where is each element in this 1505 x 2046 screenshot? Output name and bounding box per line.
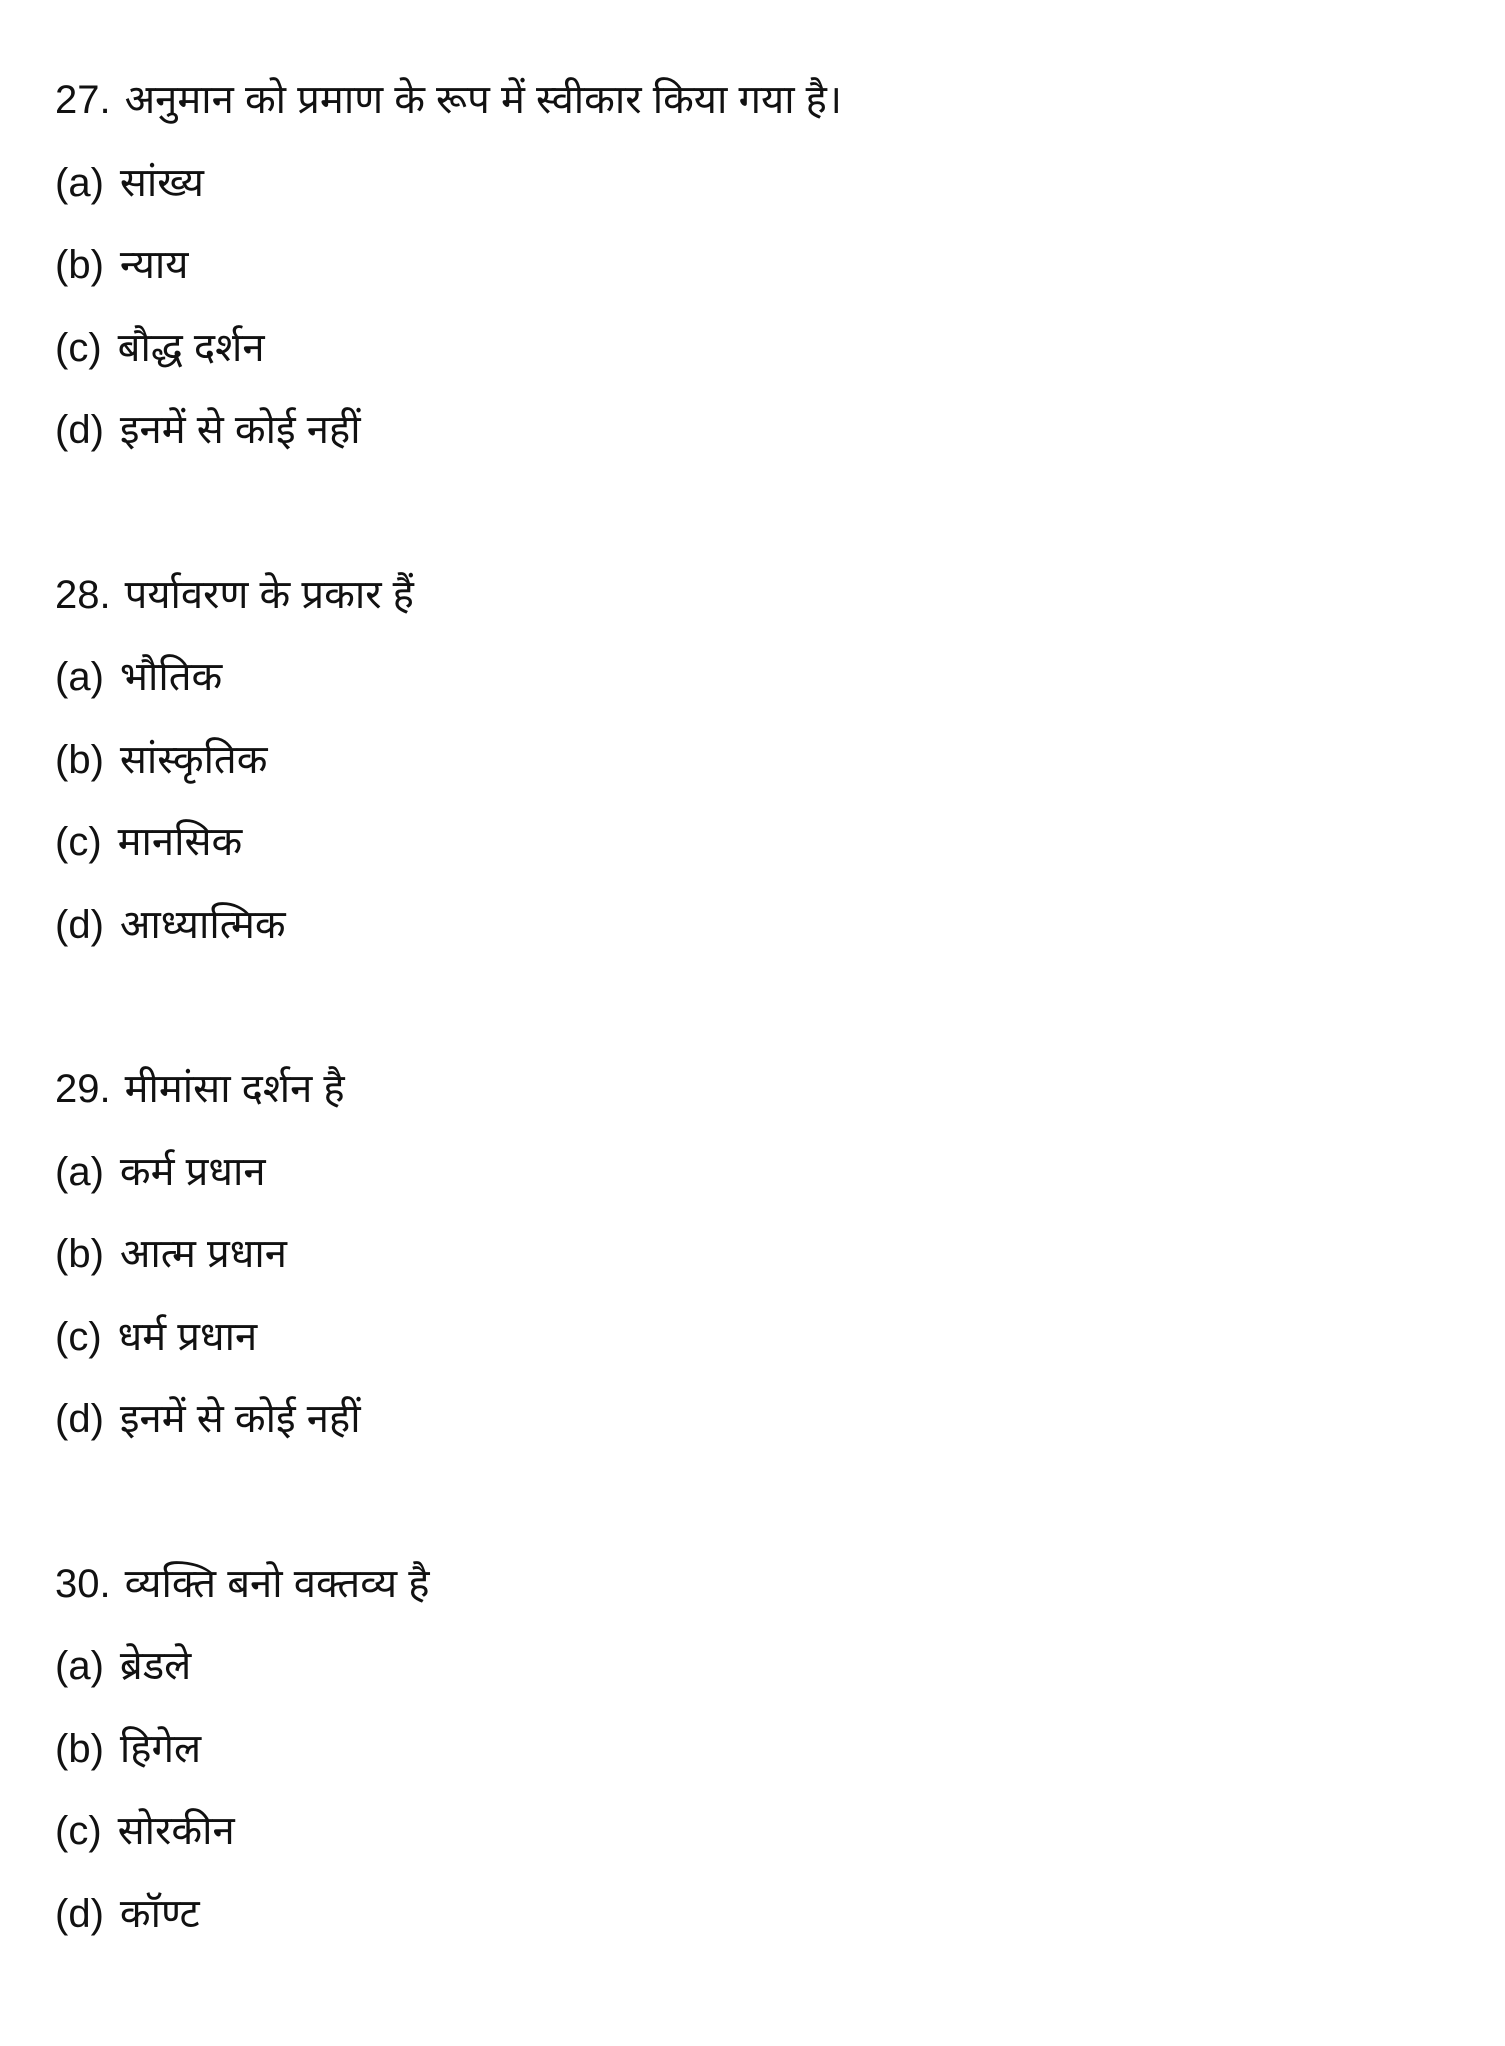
option-label: (a) xyxy=(55,1644,104,1688)
option-label: (c) xyxy=(55,325,102,370)
option-label: (b) xyxy=(55,243,104,287)
option-c xyxy=(55,1305,842,1388)
question-number: 27. xyxy=(55,78,111,122)
question-text: मीमांसा दर्शन है xyxy=(124,1067,345,1111)
option-a xyxy=(55,645,842,728)
option-label: (d) xyxy=(55,1397,104,1441)
option-a xyxy=(55,1140,842,1223)
option-text: इनमें से कोई नहीं xyxy=(119,1397,361,1441)
option-text: हिगेल xyxy=(119,1726,202,1771)
option-b xyxy=(55,233,842,316)
option-text: इनमें से कोई नहीं xyxy=(119,408,361,452)
question-line xyxy=(55,1552,842,1635)
question-28 xyxy=(55,563,842,976)
option-label: (d) xyxy=(55,408,104,452)
option-text: कॉण्ट xyxy=(119,1891,200,1936)
option-text: आत्म प्रधान xyxy=(119,1232,287,1276)
option-b xyxy=(55,1222,842,1305)
option-c xyxy=(55,1799,842,1882)
option-label: (d) xyxy=(55,902,104,947)
question-29 xyxy=(55,1057,842,1470)
question-line xyxy=(55,1057,842,1140)
option-label: (a) xyxy=(55,160,104,205)
option-text: सांस्कृतिक xyxy=(119,737,268,782)
option-label: (c) xyxy=(55,1314,102,1359)
option-text: ब्रेडले xyxy=(119,1644,192,1688)
question-30 xyxy=(55,1552,842,1965)
option-text: न्याय xyxy=(119,243,189,287)
option-d xyxy=(55,1882,842,1965)
option-label: (c) xyxy=(55,1809,102,1853)
question-number: 28. xyxy=(55,572,111,617)
option-label: (b) xyxy=(55,1232,104,1276)
question-text: अनुमान को प्रमाण के रूप में स्वीकार किया गया है। xyxy=(124,78,843,122)
option-b xyxy=(55,1717,842,1800)
option-text: सोरकीन xyxy=(117,1809,235,1853)
question-text: पर्यावरण के प्रकार हैं xyxy=(124,572,414,617)
option-text: धर्म प्रधान xyxy=(117,1314,258,1359)
option-text: कर्म प्रधान xyxy=(119,1149,266,1194)
question-sheet xyxy=(55,68,842,2046)
option-c xyxy=(55,316,842,399)
option-text: आध्यात्मिक xyxy=(119,902,286,947)
option-label: (b) xyxy=(55,1726,104,1771)
question-27 xyxy=(55,68,842,481)
question-line xyxy=(55,68,842,151)
question-line xyxy=(55,563,842,646)
question-text: व्यक्ति बनो वक्तव्य है xyxy=(124,1561,430,1606)
question-number: 30. xyxy=(55,1561,111,1606)
option-label: (b) xyxy=(55,737,104,782)
option-text: मानसिक xyxy=(117,820,243,864)
option-label: (d) xyxy=(55,1891,104,1936)
option-label: (c) xyxy=(55,820,102,864)
option-a xyxy=(55,1634,842,1717)
option-text: भौतिक xyxy=(119,655,223,699)
option-b xyxy=(55,728,842,811)
option-d xyxy=(55,893,842,976)
question-number: 29. xyxy=(55,1067,111,1111)
option-d xyxy=(55,1387,842,1470)
option-a xyxy=(55,151,842,234)
option-label: (a) xyxy=(55,655,104,699)
option-label: (a) xyxy=(55,1149,104,1194)
option-c xyxy=(55,810,842,893)
option-text: बौद्ध दर्शन xyxy=(117,325,265,370)
option-d xyxy=(55,398,842,481)
option-text: सांख्य xyxy=(119,160,204,205)
